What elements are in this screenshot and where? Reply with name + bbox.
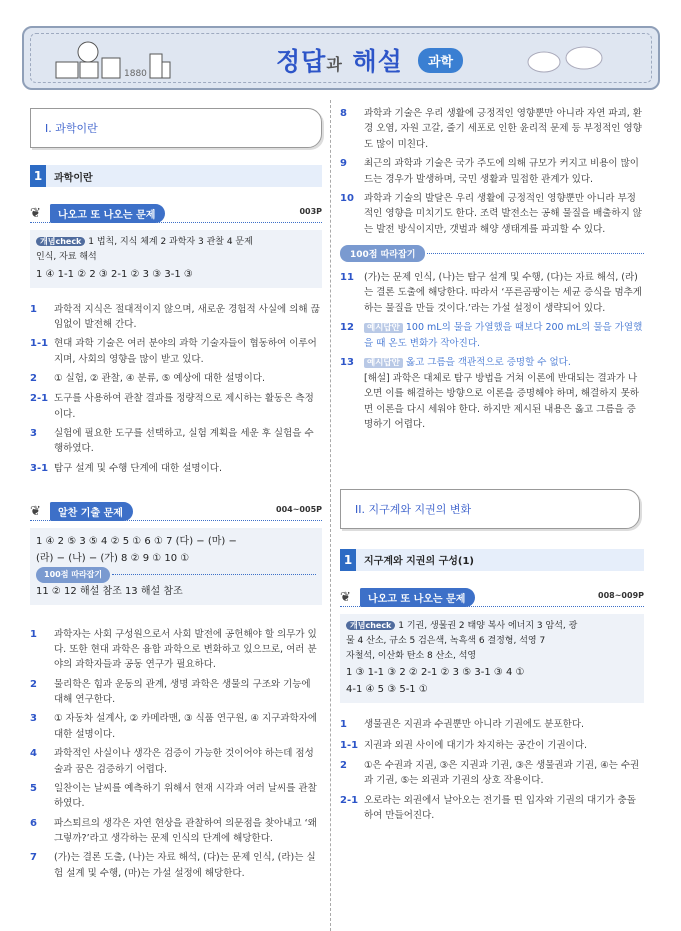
concept-text-2: 인식, 자료 해석 [36, 252, 97, 263]
answer-row: 1 ④ 1-1 ② 2 ③ 2-1 ② 3 ③ 3-1 ③ [36, 268, 193, 280]
answer-row: 1 ③ 1-1 ③ 2 ② 2-1 ② 3 ⑤ 3-1 ③ 4 ① [346, 667, 525, 679]
header-banner [22, 26, 660, 90]
section-title: 과학이란 [54, 172, 93, 184]
solution-item: 9 최근의 과학과 기술은 국가 주도에 의해 규모가 커지고 비용이 많이 드는 경우가 발생하며, 국민 생활과 밀접한 관계가 있다. [340, 158, 639, 185]
subject-badge: 과학 [418, 48, 463, 73]
exam-answers-box [30, 528, 322, 605]
section-heading [340, 549, 644, 571]
solution-item: 2 물리학은 힘과 운동의 관계, 생명 과학은 생물의 구조와 기능에 대해 연구한다. [30, 678, 311, 706]
solution-item: 1 과학자는 사회 구성원으로서 사회 발전에 공헌해야 할 의무가 있다. 또한 현대 과학은 융합 과학으로 변화하고 있으므로, 여러 분야의 과학자들과 공동 연구가 필요하다. [30, 628, 317, 671]
solution-item: 2 ① 실험, ② 관찰, ④ 분류, ⑤ 예상에 대한 설명이다. [30, 373, 265, 385]
solution-item: 8 과학과 기술은 우리 생활에 긍정적인 영향뿐만 아니라 자연 파괴, 환경 오염, 자원 고갈, 줄기 세포로 인한 윤리적 문제 등 부정적인 영향도 많이 미친다. [340, 108, 642, 150]
banner-title: 정답과 해설 [276, 47, 403, 76]
solution-item: 10 과학과 기술의 발달은 우리 생활에 긍정적인 영향뿐만 아니라 부정적인 영향을 미치기도 한다. 조력 발전소는 공해 물질을 배출하지 않는 발전 방식이지만, 갯벌과 해양 생태계를 파괴할 수 있다. [340, 192, 642, 235]
cartoon-scene-icon [52, 34, 172, 84]
problems-header [30, 205, 322, 223]
solution-item: 12 예시답안 100 mL의 물을 가열했을 때보다 200 mL의 물을 가열했을 때 온도 변화가 작아진다. [340, 322, 643, 349]
solution-item: 1-1 현대 과학 기술은 여러 분야의 과학 기술자들이 협동하여 이루어지며, 사회의 영향을 많이 받고 있다. [30, 338, 317, 365]
cloud-decoration-icon [524, 42, 614, 78]
solution-item: 1 생물권은 지권과 수권뿐만 아니라 기권에도 분포한다. [340, 719, 585, 731]
hundred-label: 100점 따라잡기 [340, 245, 425, 262]
right-column [340, 100, 644, 931]
problems-label: 나오고 또 나오는 문제 [50, 204, 165, 223]
section-number: 1 [340, 549, 356, 571]
solution-item: 11 (가)는 문제 인식, (나)는 탐구 설계 및 수행, (다)는 자료 해석, (라)는 결론 도출에 해당한다. 따라서 ‘푸른곰팡이는 세균 증식을 멈추게 하는 물질을 만들 것이다.’라는 가설 설정이 생략되어 있다. [340, 272, 642, 314]
solution-list-4 [340, 717, 644, 823]
leaf-icon: ❦ [30, 206, 41, 221]
section-number: 1 [30, 165, 46, 187]
exam-answer-row-1: 1 ④ 2 ⑤ 3 ⑤ 4 ② 5 ① 6 ① 7 (다) − (마) − [36, 535, 237, 547]
left-column [30, 100, 322, 931]
solution-list-1 [30, 302, 322, 477]
concept-check-box [30, 230, 322, 288]
concept-check-tag: 개념check [346, 621, 395, 630]
concept-check-tag: 개념check [36, 237, 85, 246]
column-divider [330, 100, 331, 931]
solution-item: 3 실험에 필요한 도구를 선택하고, 실험 계획을 세운 후 실험을 수행하였다. [30, 428, 314, 455]
solution-item: 1 과학적 지식은 절대적이지 않으며, 새로운 경험적 사실에 의해 끊임없이 발전해 간다. [30, 303, 320, 330]
hundred-header [340, 245, 644, 262]
concept-check-box: 개념check 1 기권, 생물권 2 태양 복사 에너지 3 암석, 광 물 4 산소, 규소 5 검은색, 녹흑색 6 결정형, 석영 7 자철석, 이산화 탄소 8 산소, 석영 1 ③ 1-1 ③ 2 ② 2-1 ② 3 ⑤ 3-1 ③ 4 ① 4-1 ④ 5 ③ 5-1 ① [340, 614, 644, 704]
solution-list-2 [30, 627, 322, 882]
exam-label: 알찬 기출 문제 [50, 502, 133, 521]
leaf-icon: ❦ [30, 503, 41, 519]
answer-row: 4-1 ④ 5 ③ 5-1 ① [346, 684, 428, 696]
hundred-mini-header: 100점 따라잡기 [36, 567, 316, 583]
solution-item: 7 (가)는 결론 도출, (나)는 자료 해석, (다)는 문제 인식, (라)는 실험 설계 및 수행, (마)는 가설 설정에 해당한다. [30, 852, 316, 879]
svg-text:1880: 1880 [124, 69, 147, 79]
hundred-answer-row: 11 ② 12 해설 참조 13 해설 참조 [36, 585, 183, 597]
page-ref: 008~009P [598, 590, 644, 600]
solution-item: 2-1 오로라는 외권에서 날아오는 전기를 띤 입자와 기권의 대기가 충돌하여 만들어진다. [340, 794, 636, 821]
solution-item: 5 일찬이는 날씨를 예측하기 위해서 현재 시각과 여러 날씨를 관찰하였다. [30, 782, 317, 810]
exam-header [30, 503, 322, 521]
problems-header [340, 589, 644, 607]
solution-item: 3-1 탐구 설계 및 수행 단계에 대한 설명이다. [30, 462, 222, 474]
solution-item: 3 ① 자동차 설계사, ② 카메라맨, ③ 식품 연구원, ④ 지구과학자에 대한 설명이다. [30, 713, 318, 740]
unit-heading-2: II. 지구계와 지권의 변화 [340, 489, 640, 529]
section-title: 지구계와 지권의 구성(1) [364, 556, 475, 568]
problems-label: 나오고 또 나오는 문제 [360, 588, 475, 607]
solution-item: 1-1 지권과 외권 사이에 대기가 차지하는 공간이 기권이다. [340, 739, 588, 751]
unit-heading-1: I. 과학이란 [30, 108, 322, 148]
solution-item: 4 과학적인 사실이나 생각은 검증이 가능한 것이어야 하는데 점성술과 꿈은 검증하기 어렵다. [30, 748, 314, 775]
section-heading [30, 165, 322, 187]
example-answer-tag: 예시답안 [364, 323, 403, 333]
leaf-icon: ❦ [340, 589, 351, 605]
solution-item: 6 파스퇴르의 생각은 자연 현상을 관찰하여 의문점을 찾아내고 ‘왜 그렇까?’라고 생각하는 문제 인식의 단계에 해당한다. [30, 817, 317, 845]
solution-item: 2 ①은 수권과 지권, ③은 지권과 기권, ③은 생물권과 기권, ④는 수권과 기권, ⑤는 외권과 기권의 상호 작용이다. [340, 759, 640, 787]
concept-text: 1 법칙, 지식 체계 2 과학자 3 관찰 4 문제 [88, 237, 253, 247]
exam-answer-row-2: (라) − (나) − (가) 8 ② 9 ① 10 ① [36, 552, 190, 564]
page-ref: 004~005P [276, 504, 322, 514]
solution-item: 2-1 도구를 사용하여 관찰 결과를 정량적으로 제시하는 활동은 측정이다. [30, 393, 314, 420]
solution-item: 13 예시답안 옳고 그름을 객관적으로 증명할 수 없다. [해설] 과학은 대체로 탐구 방법을 거쳐 이론에 반대되는 결과가 나오면 이를 해결하는 방향으로 이론을 증명해야 하며, 해결하지 못하면 이론을 다시 세워야 한다. 하지만 제시된 내용은 옳고 그름을 증명하기 어렵다. [340, 357, 639, 431]
solution-list-3 [340, 106, 644, 237]
page-ref: 003P [299, 207, 322, 216]
example-answer-tag: 예시답안 [364, 358, 403, 368]
